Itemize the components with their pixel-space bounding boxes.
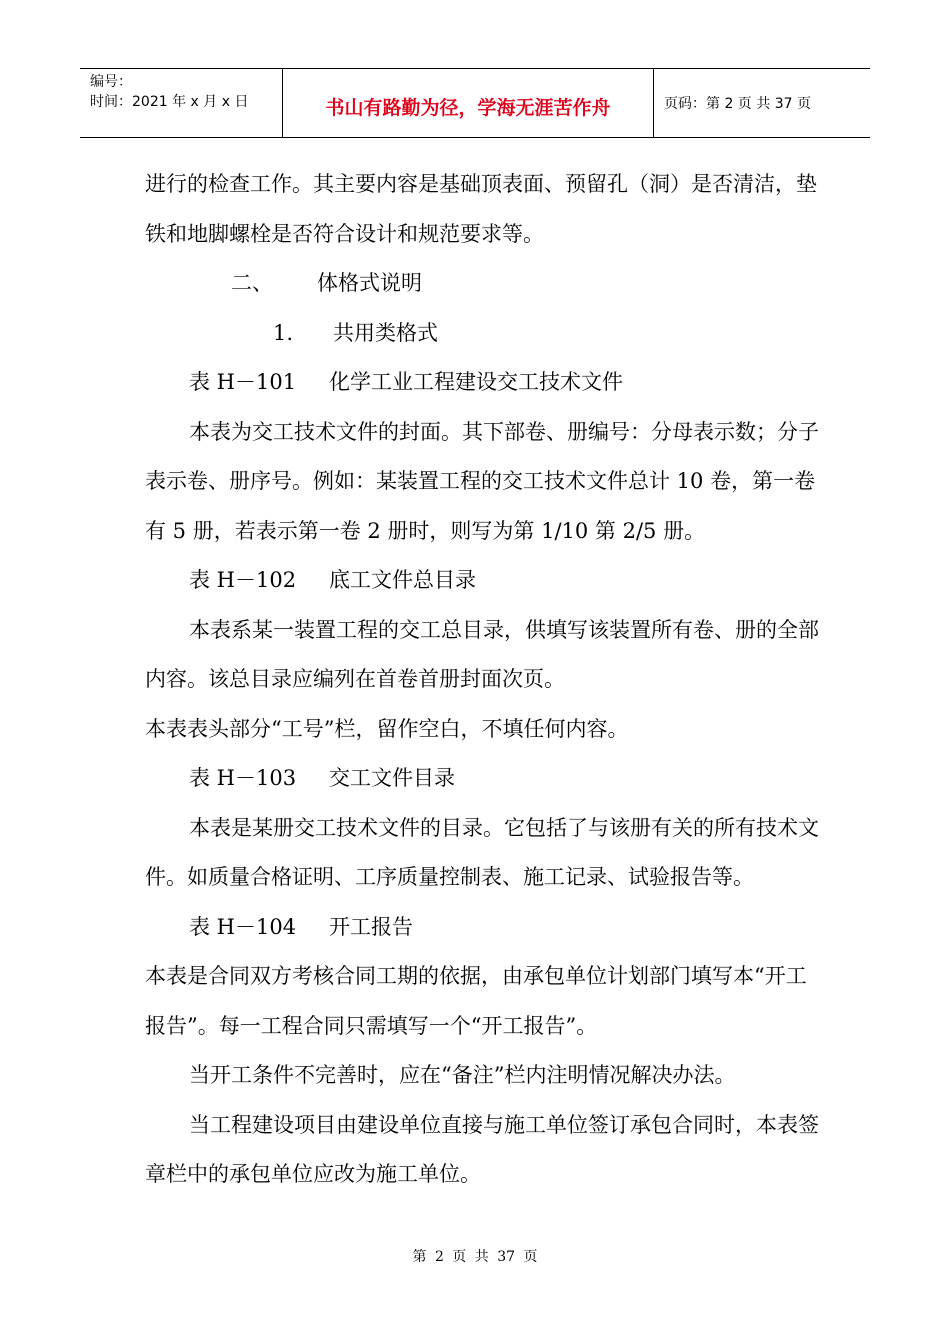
document-number-label: 编号： [90,74,132,90]
form-code: 表 H－102 [189,568,297,592]
paragraph-line: 铁和地脚螺栓是否符合设计和规范要求等。 [145,221,544,246]
form-title: 交工文件目录 [329,766,455,790]
section-number: 二、 [231,271,273,295]
page-footer: 第 2 页 共 37 页 [412,1249,538,1265]
header-motto: 书山有路勤为径，学海无涯苦作舟 [325,97,611,119]
form-title: 开工报告 [329,914,413,939]
paragraph-line: 内容。该总目录应编列在首卷首册封面次页。 [145,667,565,691]
header-motto-cell [283,69,654,137]
paragraph-line: 表示卷、册序号。例如：某装置工程的交工技术文件总计 10 卷，第一卷 [145,469,816,493]
header-info-cell [80,69,283,137]
form-code: 表 H－104 [189,914,297,939]
paragraph-line: 本表为交工技术文件的封面。其下部卷、册编号：分母表示数；分子 [189,419,819,444]
header-page-number: 页码：第 2 页 共 37 页 [664,96,811,112]
paragraph-line: 报告”。每一工程合同只需填写一个“开工报告”。 [145,1013,598,1038]
subsection-heading [145,309,865,359]
document-body [145,160,865,1200]
paragraph-line: 本表是某册交工技术文件的目录。它包括了与该册有关的所有技术文 [189,815,819,840]
paragraph-line: 章栏中的承包单位应改为施工单位。 [145,1162,481,1186]
paragraph-line: 当开工条件不完善时，应在“备注”栏内注明情况解决办法。 [189,1063,736,1087]
paragraph-line: 进行的检查工作。其主要内容是基础顶表面、预留孔（洞）是否清洁，垫 [145,172,817,196]
form-title: 化学工业工程建设交工技术文件 [329,370,623,394]
paragraph-line: 本表是合同双方考核合同工期的依据，由承包单位计划部门填写本“开工 [145,964,807,988]
paragraph-line: 本表表头部分“工号”栏，留作空白，不填任何内容。 [145,716,629,741]
form-item-heading [145,358,865,408]
header-page-cell [654,69,870,137]
form-title: 底工文件总目录 [329,568,476,592]
paragraph-line: 有 5 册，若表示第一卷 2 册时，则写为第 1/10 第 2/5 册。 [145,518,706,543]
paragraph-line: 件。如质量合格证明、工序质量控制表、施工记录、试验报告等。 [145,865,754,889]
form-code: 表 H－103 [189,766,297,790]
form-code: 表 H－101 [189,370,297,394]
page-header [80,68,870,138]
document-time-label: 时间：2021 年 x 月 x 日 [90,94,249,110]
form-item-heading [145,903,865,953]
form-item-heading [145,754,865,804]
paragraph-line: 本表系某一装置工程的交工总目录，供填写该装置所有卷、册的全部 [189,617,819,642]
section-title: 体格式说明 [317,271,422,295]
subsection-title: 共用类格式 [333,320,439,345]
subsection-number: 1. [273,320,294,345]
section-heading [145,259,865,309]
form-item-heading [145,556,865,606]
paragraph-line: 当工程建设项目由建设单位直接与施工单位签订承包合同时，本表签 [189,1112,819,1137]
